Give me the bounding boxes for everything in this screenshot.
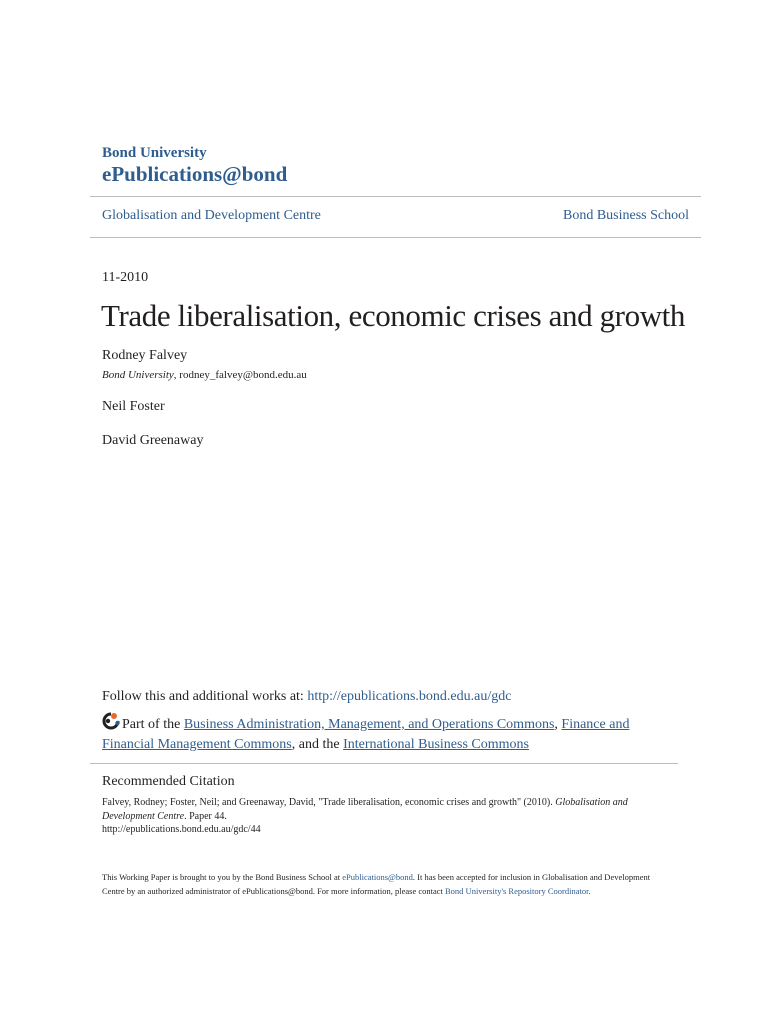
school-link[interactable]: Bond Business School: [562, 208, 689, 223]
footer-notice: [102, 871, 662, 898]
footer-text: . It has been accepted for inclusion in Globalisation and Development Centre by an authorized administrator of ePublications@bond. For more information, please contact: [102, 872, 651, 896]
collection-url-link[interactable]: http://epublications.bond.edu.au/gdc: [307, 689, 512, 704]
follow-text: Follow this and additional works at:: [102, 689, 308, 704]
repository-header: [102, 144, 287, 186]
repository-name[interactable]: ePublications@bond: [102, 162, 288, 186]
affiliation-name: Bond University: [102, 369, 174, 381]
follow-line: [102, 689, 511, 705]
partof-sep: ,: [554, 717, 562, 732]
commons-line: [102, 712, 662, 755]
citation-heading: Recommended Citation: [102, 774, 235, 789]
footer-text: .: [588, 885, 591, 896]
author-affiliation: [102, 369, 307, 381]
footer-repository-link[interactable]: ePublications@bond: [342, 872, 413, 882]
commons-link-finance[interactable]: Finance and Financial Management Commons: [102, 717, 630, 752]
author-name: Rodney Falvey: [102, 348, 188, 363]
author-name: Neil Foster: [102, 399, 165, 414]
citation-text: Falvey, Rodney; Foster, Neil; and Greenaway, David, "Trade liberalisation, economic crises and growth" (2010).: [102, 797, 556, 808]
commons-link-international-business[interactable]: International Business Commons: [343, 737, 529, 752]
collection-link[interactable]: Globalisation and Development Centre: [102, 208, 321, 223]
citation-url: http://epublications.bond.edu.au/gdc/44: [102, 824, 261, 835]
section-divider: [90, 763, 678, 764]
author-name: David Greenaway: [102, 433, 204, 448]
navigation-bar: [90, 196, 701, 238]
partof-sep: , and the: [291, 737, 344, 752]
commons-link-business-admin[interactable]: Business Administration, Management, and Operations Commons: [183, 717, 555, 732]
commons-network-icon: [102, 712, 120, 730]
paper-title: Trade liberalisation, economic crises and growth: [101, 298, 685, 333]
footer-coordinator-link[interactable]: Bond University's Repository Coordinator: [445, 885, 589, 896]
author-email: , rodney_falvey@bond.edu.au: [173, 369, 307, 381]
publication-date: 11-2010: [102, 270, 149, 285]
citation-body: [102, 796, 662, 837]
citation-series: Globalisation and Development Centre: [102, 797, 628, 822]
citation-paper-number: . Paper 44.: [184, 810, 227, 822]
university-name: Bond University: [102, 145, 207, 161]
footer-text: This Working Paper is brought to you by the Bond Business School at: [102, 872, 343, 882]
partof-prefix: Part of the: [122, 717, 184, 732]
